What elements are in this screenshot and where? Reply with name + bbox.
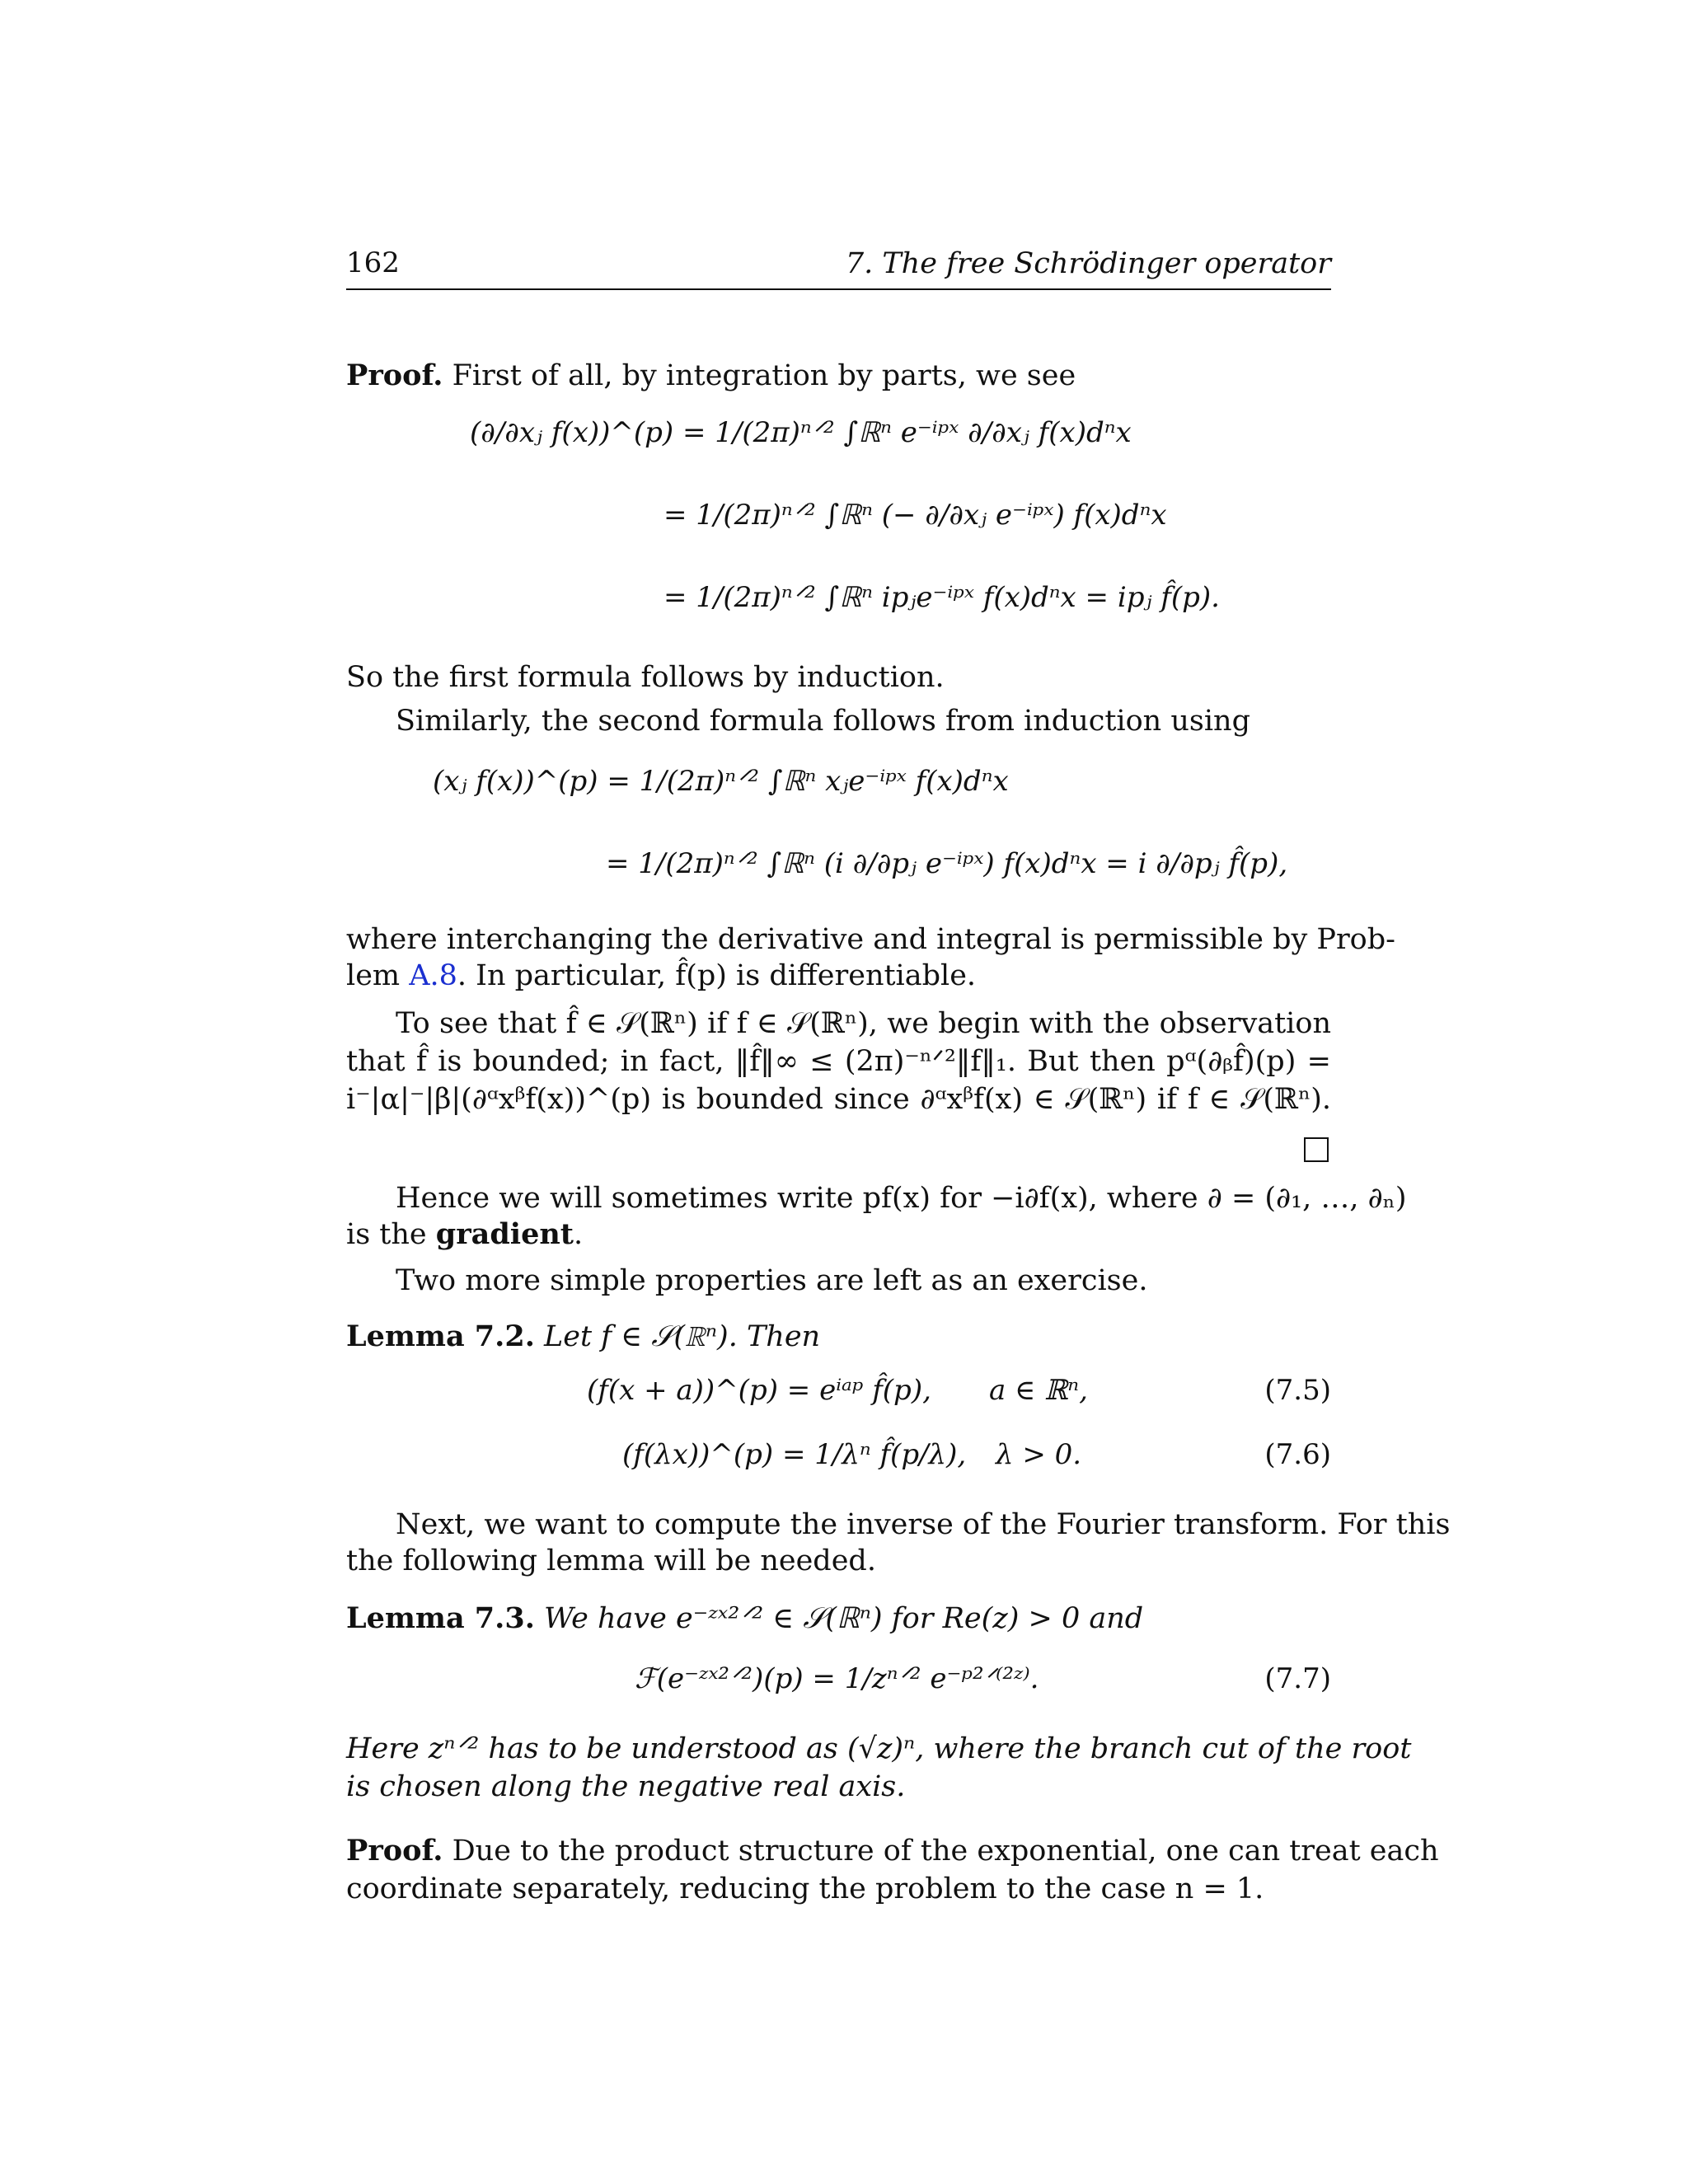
proof-intro-text: First of all, by integration by parts, we see <box>452 359 1076 392</box>
lemma-text: We have e⁻ᶻˣ²ᐟ² ∈ 𝒮(ℝⁿ) for Re(z) > 0 and <box>544 1602 1144 1635</box>
proof-2-line-1 <box>346 1833 1439 1870</box>
paragraph-line <box>346 1216 1331 1254</box>
lemma-7-3-statement <box>346 1601 1331 1638</box>
reference-link-a8[interactable]: A.8 <box>409 959 457 992</box>
equation-number-7-7: (7.7) <box>1264 1662 1331 1695</box>
equation-multiplication-line-1: (xⱼ f(x))^(p) = 1/(2π)ⁿᐟ² ∫ℝⁿ xⱼe⁻ⁱᵖˣ f(x)dⁿx <box>433 765 1009 798</box>
equation-7-5: (f(x + a))^(p) = eⁱᵃᵖ f̂(p), <box>587 1374 931 1407</box>
paragraph-line: Hence we will sometimes write pf(x) for −i∂f(x), where ∂ = (∂₁, …, ∂ₙ) <box>396 1182 1407 1215</box>
paragraph-line: the following lemma will be needed. <box>346 1544 876 1577</box>
equation-derivative-line-3: = 1/(2π)ⁿᐟ² ∫ℝⁿ ipⱼe⁻ⁱᵖˣ f(x)dⁿx = ipⱼ f̂(p). <box>663 581 1220 614</box>
qed-square-icon <box>1304 1137 1329 1162</box>
paragraph-line: Next, we want to compute the inverse of the Fourier transform. For this <box>396 1508 1451 1541</box>
equation-7-6-condition: λ > 0. <box>996 1438 1082 1471</box>
paragraph-line: Here zⁿᐟ² has to be understood as (√z)ⁿ, where the branch cut of the root <box>346 1732 1412 1765</box>
text-fragment: lem <box>346 959 410 992</box>
lemma-label: Lemma 7.2. <box>346 1319 535 1353</box>
paragraph-line: is chosen along the negative real axis. <box>346 1770 906 1803</box>
paragraph-line <box>346 958 1331 995</box>
equation-number-7-6: (7.6) <box>1264 1438 1331 1471</box>
running-header <box>346 246 1331 290</box>
paragraph-line: Two more simple properties are left as an exercise. <box>396 1264 1148 1297</box>
proof-intro-line <box>346 358 1331 395</box>
equation-7-6: (f(λx))^(p) = 1/λⁿ f̂(p/λ), <box>622 1438 967 1471</box>
text-fragment: . <box>573 1218 584 1251</box>
proof-label: Proof. <box>346 1834 443 1868</box>
paragraph-line: So the first formula follows by induction. <box>346 661 945 694</box>
lemma-7-2-statement <box>346 1319 1331 1356</box>
equation-derivative-line-1: (∂/∂xⱼ f(x))^(p) = 1/(2π)ⁿᐟ² ∫ℝⁿ e⁻ⁱᵖˣ ∂/∂xⱼ f(x)dⁿx <box>470 416 1132 449</box>
equation-number-7-5: (7.5) <box>1264 1374 1331 1407</box>
chapter-title: 7. The free Schrödinger operator <box>845 247 1331 280</box>
equation-derivative-line-2: = 1/(2π)ⁿᐟ² ∫ℝⁿ (− ∂/∂xⱼ e⁻ⁱᵖˣ) f(x)dⁿx <box>663 499 1167 532</box>
equation-multiplication-line-2: = 1/(2π)ⁿᐟ² ∫ℝⁿ (i ∂/∂pⱼ e⁻ⁱᵖˣ) f(x)dⁿx = i ∂/∂pⱼ f̂(p), <box>606 847 1288 880</box>
paragraph-line: To see that f̂ ∈ 𝒮(ℝⁿ) if f ∈ 𝒮(ℝⁿ), we begin with the observation <box>396 1007 1331 1040</box>
equation-7-7: ℱ(e⁻ᶻˣ²ᐟ²)(p) = 1/zⁿᐟ² e⁻ᵖ²ᐟ⁽²ᶻ⁾. <box>635 1662 1039 1695</box>
paragraph-line: that f̂ is bounded; in fact, ‖f̂‖∞ ≤ (2π)⁻ⁿᐟ²‖f‖₁. But then pᵅ(∂ᵦf̂)(p) = <box>346 1045 1331 1078</box>
lemma-text: Let f ∈ 𝒮(ℝⁿ). Then <box>544 1320 821 1353</box>
proof-label: Proof. <box>346 359 443 392</box>
lemma-label: Lemma 7.3. <box>346 1601 535 1635</box>
equation-7-5-condition: a ∈ ℝⁿ, <box>989 1374 1088 1407</box>
proof-2-line-2: coordinate separately, reducing the problem to the case n = 1. <box>346 1872 1264 1905</box>
paragraph-line: i⁻|α|⁻|β|(∂ᵅxᵝf(x))^(p) is bounded since ∂ᵅxᵝf(x) ∈ 𝒮(ℝⁿ) if f ∈ 𝒮(ℝⁿ). <box>346 1083 1331 1116</box>
proof-text: Due to the product structure of the exponential, one can treat each <box>452 1835 1439 1868</box>
paragraph-line: where interchanging the derivative and integral is permissible by Prob- <box>346 923 1395 956</box>
text-fragment: is the <box>346 1218 436 1251</box>
page-number: 162 <box>346 246 400 279</box>
term-gradient: gradient <box>435 1217 574 1251</box>
text-fragment: . In particular, f̂(p) is differentiable. <box>457 959 977 992</box>
paragraph-line: Similarly, the second formula follows from induction using <box>396 705 1250 738</box>
